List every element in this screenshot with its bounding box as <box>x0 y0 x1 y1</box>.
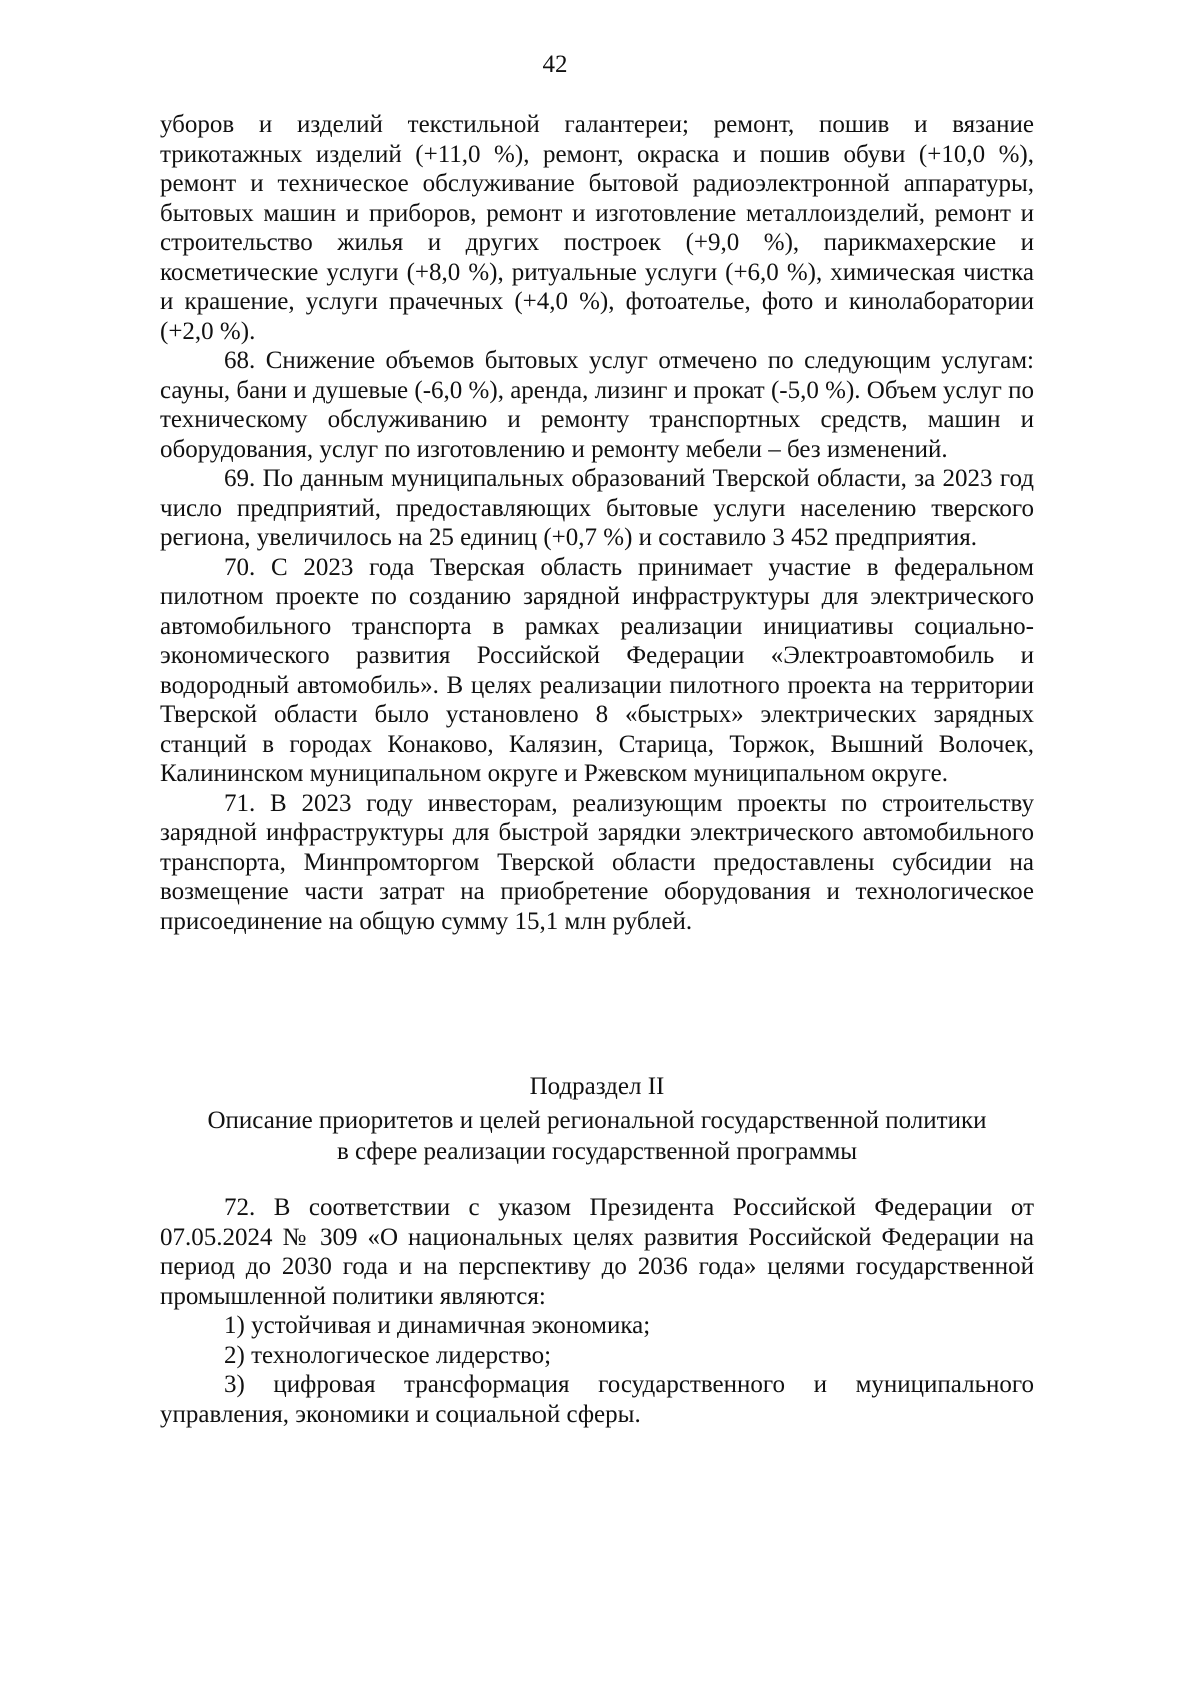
body-text-bottom <box>160 1193 1034 1429</box>
paragraph-69: 69. По данным муниципальных образований Тверской области, за 2023 год число предприятий, предоставляющих бытовые услуги населению тверского региона, увеличилось на 25 единиц (+0,7 %) и составило 3 452 предприятия. <box>160 465 1034 551</box>
section-title-line-2: в сфере реализации государственной программы <box>336 1138 858 1165</box>
body-text-top <box>160 110 1034 936</box>
paragraph-70: 70. С 2023 года Тверская область принимает участие в федеральном пилотном проекте по созданию зарядной инфраструктуры для электрического автомобильного транспорта в рамках реализации инициативы социально-экономического развития Российской Федерации «Электроавтомобиль и водородный автомобиль». В целях реализации пилотного проекта на территории Тверской области было установлено 8 «быстрых» электрических зарядных станций в городах Конаково, Калязин, Старица, Торжок, Вышний Волочек, Калининском муниципальном округе и Ржевском муниципальном округе. <box>160 553 1034 787</box>
page-number: 42 <box>542 51 568 78</box>
list-item: 3) цифровая трансформация государственного и муниципального управления, экономики и социальной сферы. <box>160 1371 1034 1428</box>
list-item: 1) устойчивая и динамичная экономика; <box>224 1312 651 1339</box>
subsection-label: Подраздел II <box>529 1073 665 1100</box>
paragraph-continuation: уборов и изделий текстильной галантереи; ремонт, пошив и вязание трикотажных изделий (+11,0 %), ремонт, окраска и пошив обуви (+10,0 %), ремонт и техническое обслуживание бытовой радиоэлектронной аппаратуры, бытовых машин и приборов, ремонт и изготовление металлоизделий, ремонт и строительство жилья и других построек (+9,0 %), парикмахерские и косметические услуги (+8,0 %), ритуальные услуги (+6,0 %), химическая чистка и крашение, услуги прачечных (+4,0 %), фотоателье, фото и кинолаборатории (+2,0 %). <box>160 111 1034 345</box>
paragraph-71: 71. В 2023 году инвесторам, реализующим проекты по строительству зарядной инфраструктуры для быстрой зарядки электрического автомобильного транспорта, Минпромторгом Тверской области предоставлены субсидии на возмещение части затрат на приобретение оборудования и технологическое присоединение на общую сумму 15,1 млн рублей. <box>160 789 1034 935</box>
paragraph-68: 68. Снижение объемов бытовых услуг отмечено по следующим услугам: сауны, бани и душевые (-6,0 %), аренда, лизинг и прокат (-5,0 %). Объем услуг по техническому обслуживанию и ремонту транспортных средств, машин и оборудования, услуг по изготовлению и ремонту мебели – без изменений. <box>160 347 1034 463</box>
paragraph-72: 72. В соответствии с указом Президента Российской Федерации от 07.05.2024 № 309 «О национальных целях развития Российской Федерации на период до 2030 года и на перспективу до 2036 года» целями государственной промышленной политики являются: <box>160 1194 1034 1310</box>
section-title-line-1: Описание приоритетов и целей региональной государственной политики <box>207 1107 987 1134</box>
list-item: 2) технологическое лидерство; <box>224 1341 552 1369</box>
